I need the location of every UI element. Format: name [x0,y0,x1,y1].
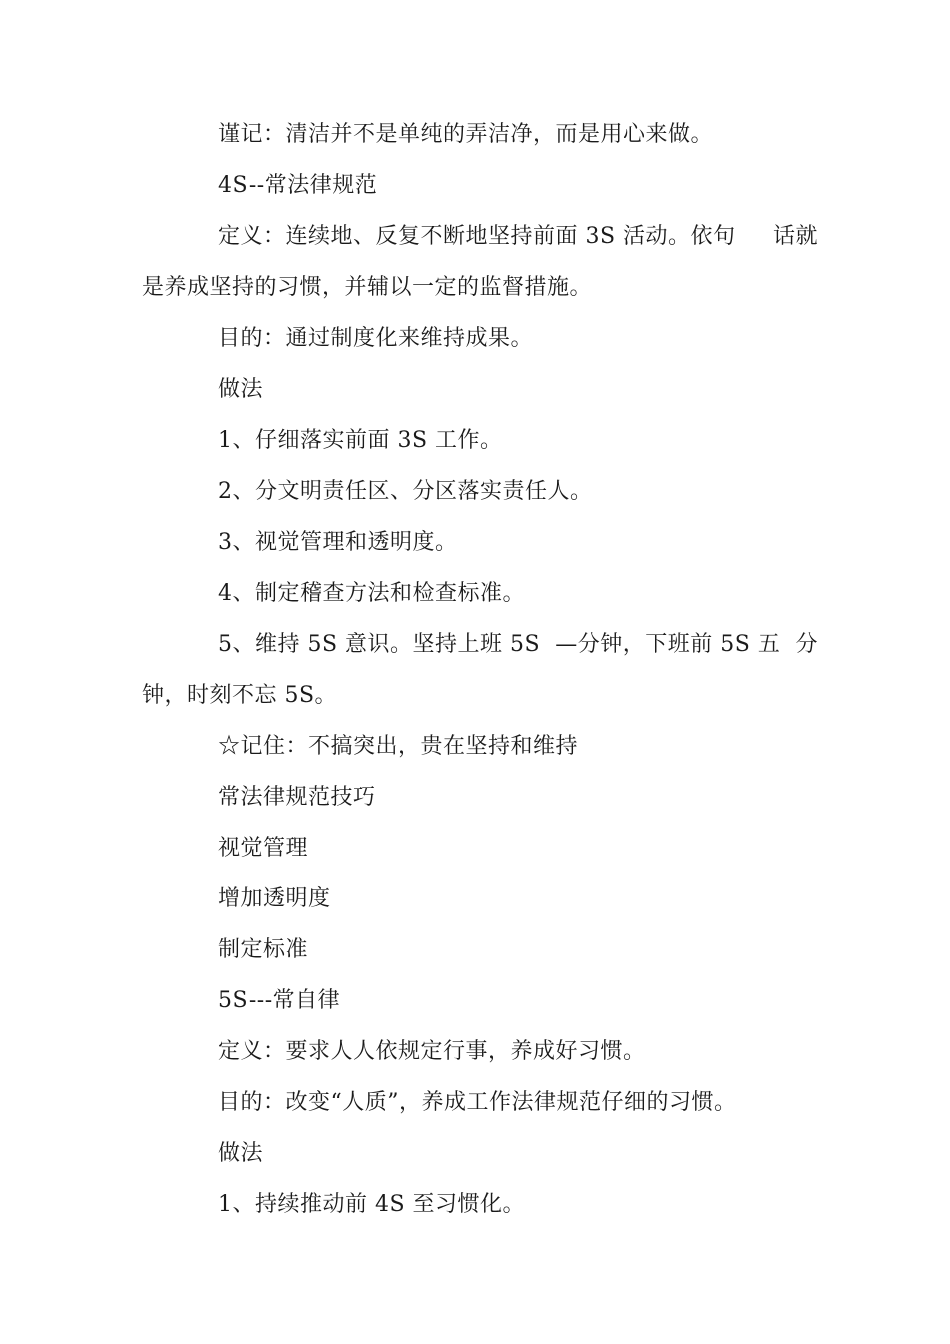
paragraph-line [218,222,818,252]
list-item [218,630,818,660]
paragraph-line: 做法 [218,1141,264,1166]
note-line: ☆记住：不搞突出，贵在坚持和维持 [218,734,579,759]
section-heading: 4S--常法律规范 [218,173,378,198]
paragraph-line: 目的：通过制度化来维持成果。 [218,326,534,351]
paragraph-line: 常法律规范技巧 [218,785,376,810]
paragraph-line: 谨记：清洁并不是单纯的弄洁净，而是用心来做。 [218,122,714,147]
list-item: 2、分文明责任区、分区落实责任人。 [218,479,593,504]
paragraph-line: 增加透明度 [218,886,331,911]
list-item: 3、视觉管理和透明度。 [218,530,458,555]
list-item: 1、仔细落实前面 3S 工作。 [218,428,503,453]
paragraph-line: 是养成坚持的习惯，并辅以一定的监督措施。 [142,275,593,300]
text-segment: 5、维持 5S 意识。坚持上班 5S [218,632,541,657]
text-segment: 话就 [772,224,818,249]
paragraph-line: 钟，时刻不忘 5S。 [142,683,338,708]
paragraph-line: 目的：改变“人质”，养成工作法律规范仔细的习惯。 [218,1090,737,1115]
text-segment: —分钟，下班前 5S 五 [555,632,781,657]
section-heading: 5S---常自律 [218,988,341,1013]
paragraph-line: 视觉管理 [218,836,309,861]
list-item: 4、制定稽查方法和检查标准。 [218,581,525,606]
list-item: 1、持续推动前 4S 至习惯化。 [218,1192,526,1217]
paragraph-line: 制定标准 [218,937,309,962]
text-segment: 分 [795,632,818,657]
paragraph-line: 做法 [218,377,264,402]
paragraph-line: 定义：要求人人依规定行事，养成好习惯。 [218,1039,646,1064]
text-segment: 定义：连续地、反复不断地坚持前面 3S 活动。依句 [218,224,736,249]
